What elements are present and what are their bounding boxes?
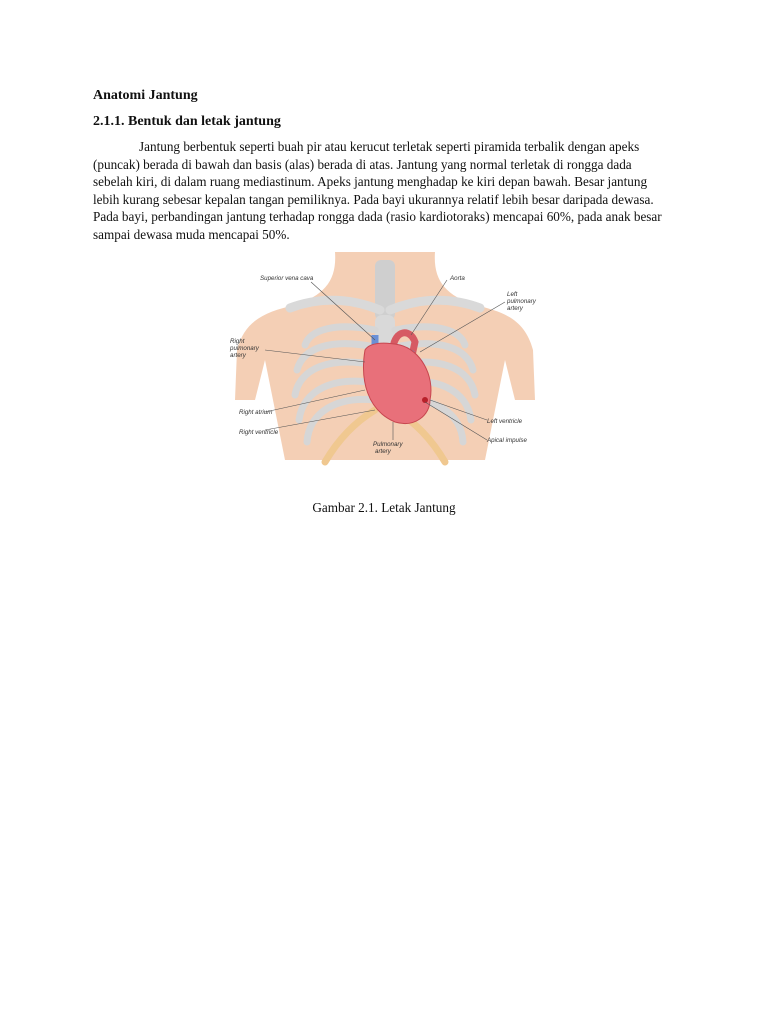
label-left-pulmonary-artery: Left pulmonary artery [507, 291, 536, 312]
document-heading: Anatomi Jantung [93, 88, 198, 103]
figure-caption: Gambar 2.1. Letak Jantung [312, 500, 456, 515]
body-paragraph: Jantung berbentuk seperti buah pir atau kerucut terletak seperti piramida terbalik dengan apeks (puncak) berada di bawah dan basis (alas) berada di atas. Jantung yang normal terletak di rongga dada sebelah kiri, di dalam ruang mediastinum. Apeks jantung menghadap ke kiri depan bawah. Besar jantung lebih kurang sebesar kepalan tangan pemiliknya. Pada bayi ukurannya relatif lebih besar daripada dewasa. Pada bayi, perbandingan jantung terhadap rongga dada (rasio kardiotoraks) mencapai 60%, pada anak besar sampai dewasa muda mencapai 50%. [93, 139, 662, 242]
label-right-ventricle: Right ventricle [239, 429, 279, 436]
label-apical-impulse: Apical impulse [487, 437, 527, 444]
label-aorta: Aorta [450, 275, 465, 282]
document-page [93, 86, 673, 244]
label-superior-vena-cava: Superior vena cava [260, 275, 314, 282]
heart-location-figure [225, 250, 545, 490]
label-pulmonary-artery: Pulmonary artery [373, 441, 403, 455]
section-title: 2.1.1. Bentuk dan letak jantung [93, 114, 281, 129]
label-left-ventricle: Left ventricle [487, 418, 523, 425]
label-right-pulmonary-artery: Right pulmonary artery [230, 338, 259, 359]
label-right-atrium: Right atrium [239, 409, 273, 416]
